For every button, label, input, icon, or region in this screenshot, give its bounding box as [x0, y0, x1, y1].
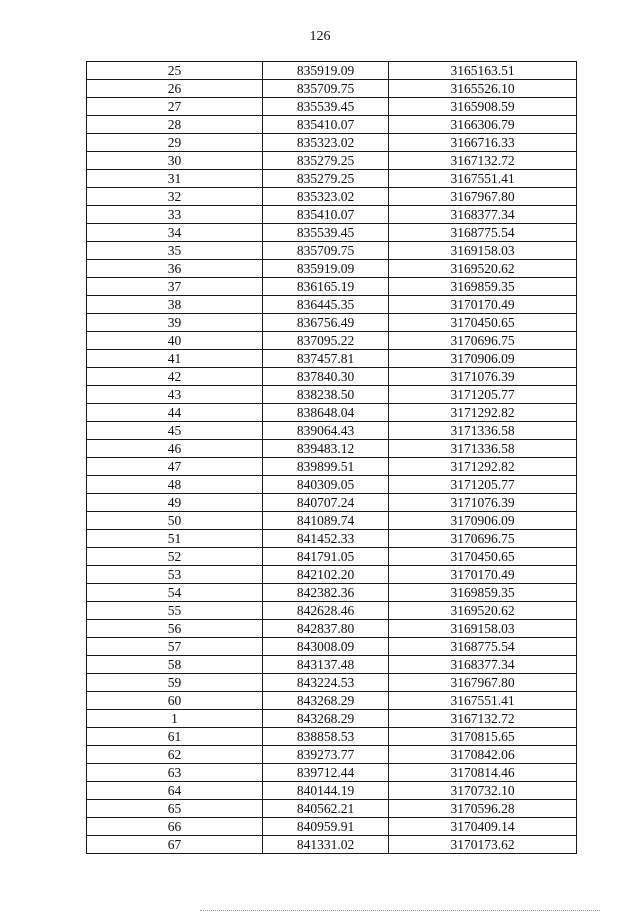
y-coordinate-cell: 3171076.39: [389, 368, 577, 386]
point-number-cell: 57: [87, 638, 263, 656]
x-coordinate-cell: 838648.04: [263, 404, 389, 422]
y-coordinate-cell: 3169859.35: [389, 584, 577, 602]
point-number-cell: 64: [87, 782, 263, 800]
y-coordinate-cell: 3170814.46: [389, 764, 577, 782]
table-row: [87, 602, 577, 620]
x-coordinate-cell: 840144.19: [263, 782, 389, 800]
x-coordinate-cell: 837095.22: [263, 332, 389, 350]
point-number-cell: 29: [87, 134, 263, 152]
point-number-cell: 44: [87, 404, 263, 422]
x-coordinate-cell: 837840.30: [263, 368, 389, 386]
y-coordinate-cell: 3165163.51: [389, 62, 577, 80]
table-row: [87, 386, 577, 404]
point-number-cell: 46: [87, 440, 263, 458]
x-coordinate-cell: 842382.36: [263, 584, 389, 602]
y-coordinate-cell: 3167551.41: [389, 170, 577, 188]
y-coordinate-cell: 3170409.14: [389, 818, 577, 836]
table-row: [87, 764, 577, 782]
y-coordinate-cell: 3171292.82: [389, 404, 577, 422]
point-number-cell: 65: [87, 800, 263, 818]
y-coordinate-cell: 3168377.34: [389, 206, 577, 224]
y-coordinate-cell: 3166306.79: [389, 116, 577, 134]
table-row: [87, 260, 577, 278]
x-coordinate-cell: 836165.19: [263, 278, 389, 296]
y-coordinate-cell: 3167132.72: [389, 710, 577, 728]
table-row: [87, 80, 577, 98]
x-coordinate-cell: 843008.09: [263, 638, 389, 656]
y-coordinate-cell: 3165908.59: [389, 98, 577, 116]
y-coordinate-cell: 3168775.54: [389, 638, 577, 656]
table-row: [87, 638, 577, 656]
x-coordinate-cell: 839712.44: [263, 764, 389, 782]
point-number-cell: 59: [87, 674, 263, 692]
coordinates-table: [86, 61, 577, 854]
table-row: [87, 566, 577, 584]
point-number-cell: 38: [87, 296, 263, 314]
x-coordinate-cell: 835410.07: [263, 206, 389, 224]
x-coordinate-cell: 841791.05: [263, 548, 389, 566]
scan-edge-mark: [200, 910, 600, 912]
point-number-cell: 54: [87, 584, 263, 602]
point-number-cell: 51: [87, 530, 263, 548]
table-row: [87, 404, 577, 422]
table-row: [87, 224, 577, 242]
point-number-cell: 58: [87, 656, 263, 674]
y-coordinate-cell: 3171205.77: [389, 476, 577, 494]
table-row: [87, 278, 577, 296]
y-coordinate-cell: 3168377.34: [389, 656, 577, 674]
table-row: [87, 836, 577, 854]
x-coordinate-cell: 836756.49: [263, 314, 389, 332]
y-coordinate-cell: 3170696.75: [389, 530, 577, 548]
point-number-cell: 52: [87, 548, 263, 566]
y-coordinate-cell: 3170906.09: [389, 350, 577, 368]
point-number-cell: 42: [87, 368, 263, 386]
point-number-cell: 34: [87, 224, 263, 242]
y-coordinate-cell: 3171336.58: [389, 440, 577, 458]
point-number-cell: 45: [87, 422, 263, 440]
y-coordinate-cell: 3165526.10: [389, 80, 577, 98]
table-row: [87, 206, 577, 224]
point-number-cell: 63: [87, 764, 263, 782]
point-number-cell: 26: [87, 80, 263, 98]
point-number-cell: 43: [87, 386, 263, 404]
y-coordinate-cell: 3170596.28: [389, 800, 577, 818]
table-row: [87, 296, 577, 314]
point-number-cell: 49: [87, 494, 263, 512]
y-coordinate-cell: 3171076.39: [389, 494, 577, 512]
point-number-cell: 32: [87, 188, 263, 206]
table-row: [87, 674, 577, 692]
table-row: [87, 818, 577, 836]
y-coordinate-cell: 3168775.54: [389, 224, 577, 242]
y-coordinate-cell: 3170170.49: [389, 566, 577, 584]
table-row: [87, 62, 577, 80]
point-number-cell: 60: [87, 692, 263, 710]
y-coordinate-cell: 3166716.33: [389, 134, 577, 152]
point-number-cell: 31: [87, 170, 263, 188]
table-row: [87, 800, 577, 818]
table-row: [87, 476, 577, 494]
x-coordinate-cell: 840309.05: [263, 476, 389, 494]
table-row: [87, 242, 577, 260]
x-coordinate-cell: 835323.02: [263, 134, 389, 152]
x-coordinate-cell: 841089.74: [263, 512, 389, 530]
y-coordinate-cell: 3170170.49: [389, 296, 577, 314]
table-row: [87, 746, 577, 764]
table-row: [87, 530, 577, 548]
x-coordinate-cell: 835919.09: [263, 62, 389, 80]
point-number-cell: 25: [87, 62, 263, 80]
table-row: [87, 512, 577, 530]
x-coordinate-cell: 835539.45: [263, 224, 389, 242]
x-coordinate-cell: 841452.33: [263, 530, 389, 548]
y-coordinate-cell: 3170450.65: [389, 548, 577, 566]
point-number-cell: 40: [87, 332, 263, 350]
x-coordinate-cell: 839483.12: [263, 440, 389, 458]
y-coordinate-cell: 3167967.80: [389, 188, 577, 206]
y-coordinate-cell: 3170450.65: [389, 314, 577, 332]
y-coordinate-cell: 3167551.41: [389, 692, 577, 710]
y-coordinate-cell: 3170173.62: [389, 836, 577, 854]
point-number-cell: 36: [87, 260, 263, 278]
table-row: [87, 728, 577, 746]
table-row: [87, 692, 577, 710]
x-coordinate-cell: 837457.81: [263, 350, 389, 368]
x-coordinate-cell: 835279.25: [263, 170, 389, 188]
point-number-cell: 27: [87, 98, 263, 116]
table-row: [87, 584, 577, 602]
y-coordinate-cell: 3170732.10: [389, 782, 577, 800]
point-number-cell: 30: [87, 152, 263, 170]
y-coordinate-cell: 3169158.03: [389, 620, 577, 638]
point-number-cell: 37: [87, 278, 263, 296]
x-coordinate-cell: 843268.29: [263, 710, 389, 728]
point-number-cell: 56: [87, 620, 263, 638]
table-row: [87, 710, 577, 728]
x-coordinate-cell: 838858.53: [263, 728, 389, 746]
y-coordinate-cell: 3171336.58: [389, 422, 577, 440]
point-number-cell: 1: [87, 710, 263, 728]
y-coordinate-cell: 3170696.75: [389, 332, 577, 350]
table-row: [87, 440, 577, 458]
table-row: [87, 548, 577, 566]
x-coordinate-cell: 840707.24: [263, 494, 389, 512]
table-row: [87, 368, 577, 386]
y-coordinate-cell: 3169520.62: [389, 260, 577, 278]
x-coordinate-cell: 842628.46: [263, 602, 389, 620]
x-coordinate-cell: 835919.09: [263, 260, 389, 278]
x-coordinate-cell: 836445.35: [263, 296, 389, 314]
x-coordinate-cell: 835709.75: [263, 242, 389, 260]
point-number-cell: 61: [87, 728, 263, 746]
table-row: [87, 170, 577, 188]
point-number-cell: 62: [87, 746, 263, 764]
table-row: [87, 188, 577, 206]
y-coordinate-cell: 3169520.62: [389, 602, 577, 620]
x-coordinate-cell: 835709.75: [263, 80, 389, 98]
x-coordinate-cell: 842837.80: [263, 620, 389, 638]
point-number-cell: 47: [87, 458, 263, 476]
x-coordinate-cell: 839273.77: [263, 746, 389, 764]
point-number-cell: 35: [87, 242, 263, 260]
point-number-cell: 39: [87, 314, 263, 332]
point-number-cell: 55: [87, 602, 263, 620]
table-row: [87, 782, 577, 800]
y-coordinate-cell: 3171292.82: [389, 458, 577, 476]
table-row: [87, 458, 577, 476]
x-coordinate-cell: 835410.07: [263, 116, 389, 134]
x-coordinate-cell: 841331.02: [263, 836, 389, 854]
x-coordinate-cell: 843268.29: [263, 692, 389, 710]
x-coordinate-cell: 840959.91: [263, 818, 389, 836]
point-number-cell: 66: [87, 818, 263, 836]
coordinates-table-body: [87, 62, 577, 854]
table-row: [87, 134, 577, 152]
y-coordinate-cell: 3170842.06: [389, 746, 577, 764]
point-number-cell: 50: [87, 512, 263, 530]
table-row: [87, 98, 577, 116]
y-coordinate-cell: 3169158.03: [389, 242, 577, 260]
page-number: 126: [309, 29, 331, 44]
x-coordinate-cell: 838238.50: [263, 386, 389, 404]
y-coordinate-cell: 3167967.80: [389, 674, 577, 692]
x-coordinate-cell: 843137.48: [263, 656, 389, 674]
point-number-cell: 48: [87, 476, 263, 494]
x-coordinate-cell: 835539.45: [263, 98, 389, 116]
table-row: [87, 494, 577, 512]
table-row: [87, 332, 577, 350]
point-number-cell: 28: [87, 116, 263, 134]
table-row: [87, 350, 577, 368]
point-number-cell: 67: [87, 836, 263, 854]
table-row: [87, 656, 577, 674]
table-row: [87, 152, 577, 170]
y-coordinate-cell: 3167132.72: [389, 152, 577, 170]
table-row: [87, 116, 577, 134]
x-coordinate-cell: 839899.51: [263, 458, 389, 476]
y-coordinate-cell: 3170815.65: [389, 728, 577, 746]
point-number-cell: 41: [87, 350, 263, 368]
table-row: [87, 314, 577, 332]
x-coordinate-cell: 843224.53: [263, 674, 389, 692]
point-number-cell: 33: [87, 206, 263, 224]
point-number-cell: 53: [87, 566, 263, 584]
y-coordinate-cell: 3170906.09: [389, 512, 577, 530]
y-coordinate-cell: 3169859.35: [389, 278, 577, 296]
table-row: [87, 620, 577, 638]
x-coordinate-cell: 840562.21: [263, 800, 389, 818]
x-coordinate-cell: 835279.25: [263, 152, 389, 170]
table-row: [87, 422, 577, 440]
y-coordinate-cell: 3171205.77: [389, 386, 577, 404]
x-coordinate-cell: 835323.02: [263, 188, 389, 206]
x-coordinate-cell: 839064.43: [263, 422, 389, 440]
x-coordinate-cell: 842102.20: [263, 566, 389, 584]
